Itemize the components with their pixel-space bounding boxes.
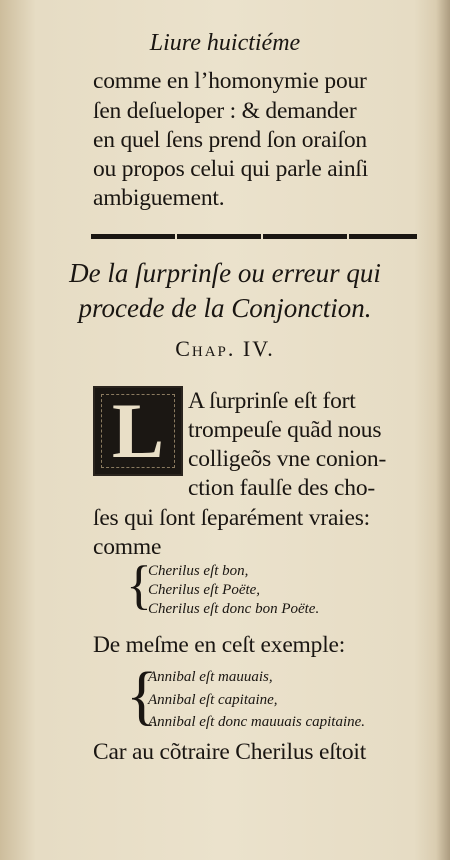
syllogism-line: Cherilus eſt donc bon Poëte. bbox=[148, 601, 320, 617]
syllogism-line: Cherilus eſt bon, bbox=[148, 563, 249, 579]
text-line: ſes qui ſont ſeparément vraies: bbox=[93, 505, 371, 531]
section-title-line2: procede de la Conjonction. bbox=[78, 293, 372, 323]
text-line: trompeuſe quãd nous bbox=[188, 417, 382, 443]
syllogism-line: Annibal eſt capitaine, bbox=[148, 692, 278, 708]
section-title-line1: De la ſurprinſe ou erreur qui bbox=[69, 258, 381, 288]
chapter-heading: Chap. IV. bbox=[175, 336, 275, 361]
text-line: Car au cõtraire Cherilus eſtoit bbox=[93, 739, 367, 765]
text-line: A ſurprinſe eſt fort bbox=[188, 388, 356, 414]
ornamental-rule bbox=[91, 234, 417, 239]
text-line: colligeõs vne conion- bbox=[188, 446, 387, 472]
curly-brace: { bbox=[126, 555, 152, 615]
syllogism-line: Annibal eſt donc mauuais capitaine. bbox=[148, 714, 366, 730]
text-line: comme en l’homonymie pour bbox=[93, 68, 367, 94]
text-line: comme bbox=[93, 534, 162, 560]
drop-cap-letter: L bbox=[111, 387, 165, 474]
running-header: Liure huictiéme bbox=[149, 30, 301, 56]
text-line: ou propos celui qui parle ainſi bbox=[93, 156, 369, 182]
initial-ornament bbox=[101, 387, 175, 474]
text-line: ambiguement. bbox=[93, 185, 225, 211]
text-line: ction faulſe des cho- bbox=[188, 475, 375, 501]
text-line: De meſme en ceſt exemple: bbox=[93, 632, 346, 658]
syllogism-line: Annibal eſt mauuais, bbox=[148, 669, 273, 685]
decorated-initial bbox=[93, 386, 183, 476]
text-line: en quel ſens prend ſon oraiſon bbox=[93, 127, 367, 153]
syllogism-line: Cherilus eſt Poëte, bbox=[148, 582, 261, 598]
curly-brace: { bbox=[126, 659, 158, 732]
text-line: ſen deſueloper : & demander bbox=[93, 98, 357, 124]
